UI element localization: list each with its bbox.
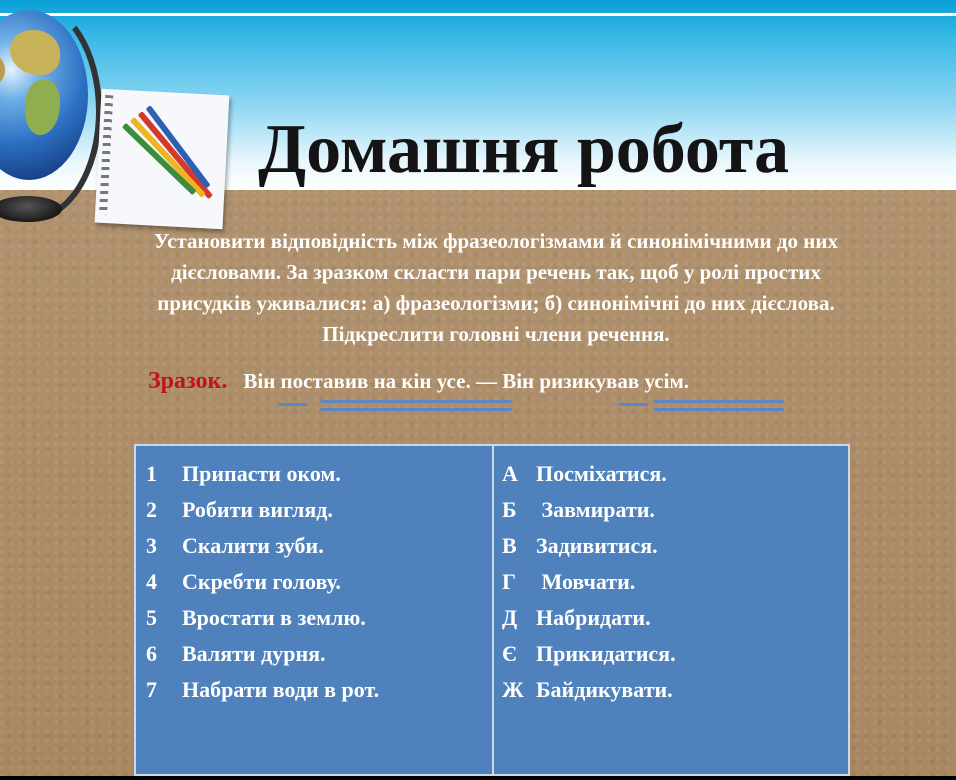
underline-mark — [654, 400, 784, 403]
example — [148, 368, 868, 395]
list-item: 3 Скалити зуби. — [146, 533, 324, 558]
list-item: Б Завмирати. — [502, 497, 655, 522]
underline-mark — [320, 408, 512, 411]
instruction-line: присудків уживалися: а) фразеологізми; б) синонімічні до них дієслова. — [157, 291, 835, 315]
list-item: Г Мовчати. — [502, 569, 636, 594]
example-label: Зразок. — [148, 368, 228, 394]
underline-mark — [618, 403, 648, 406]
instruction-line: Підкреслити головні члени речення. — [322, 322, 670, 346]
page-title: Домашня робота — [258, 111, 790, 188]
underline-mark — [278, 403, 308, 406]
list-item: 7 Набрати води в рот. — [146, 677, 380, 702]
phraseologisms-column — [146, 456, 379, 708]
list-item: В Задивитися. — [502, 533, 658, 558]
example-sentence: Він поставив на кін усе. — Він ризикував усім. — [243, 369, 690, 393]
list-item: Д Набридати. — [502, 605, 651, 630]
list-item: 5 Вростати в землю. — [146, 605, 366, 630]
underline-mark — [654, 408, 784, 411]
banner-line — [0, 13, 956, 16]
instruction-line: дієсловами. За зразком скласти пари речень так, щоб у ролі простих — [171, 260, 821, 284]
list-item: 2 Робити вигляд. — [146, 497, 333, 522]
verbs-column — [502, 456, 676, 708]
list-item: А Посміхатися. — [502, 461, 667, 486]
instructions — [44, 226, 948, 350]
list-item: 6 Валяти дурня. — [146, 641, 326, 666]
matching-table — [134, 444, 850, 776]
list-item: 4 Скребти голову. — [146, 569, 341, 594]
list-item: Є Прикидатися. — [502, 641, 676, 666]
column-divider — [492, 446, 494, 774]
instruction-line: Установити відповідність між фразеологізмами й синонімічними до них — [154, 229, 838, 253]
list-item: 1 Припасти оком. — [146, 461, 341, 486]
list-item: Ж Байдикувати. — [502, 677, 673, 702]
underline-mark — [320, 400, 512, 403]
